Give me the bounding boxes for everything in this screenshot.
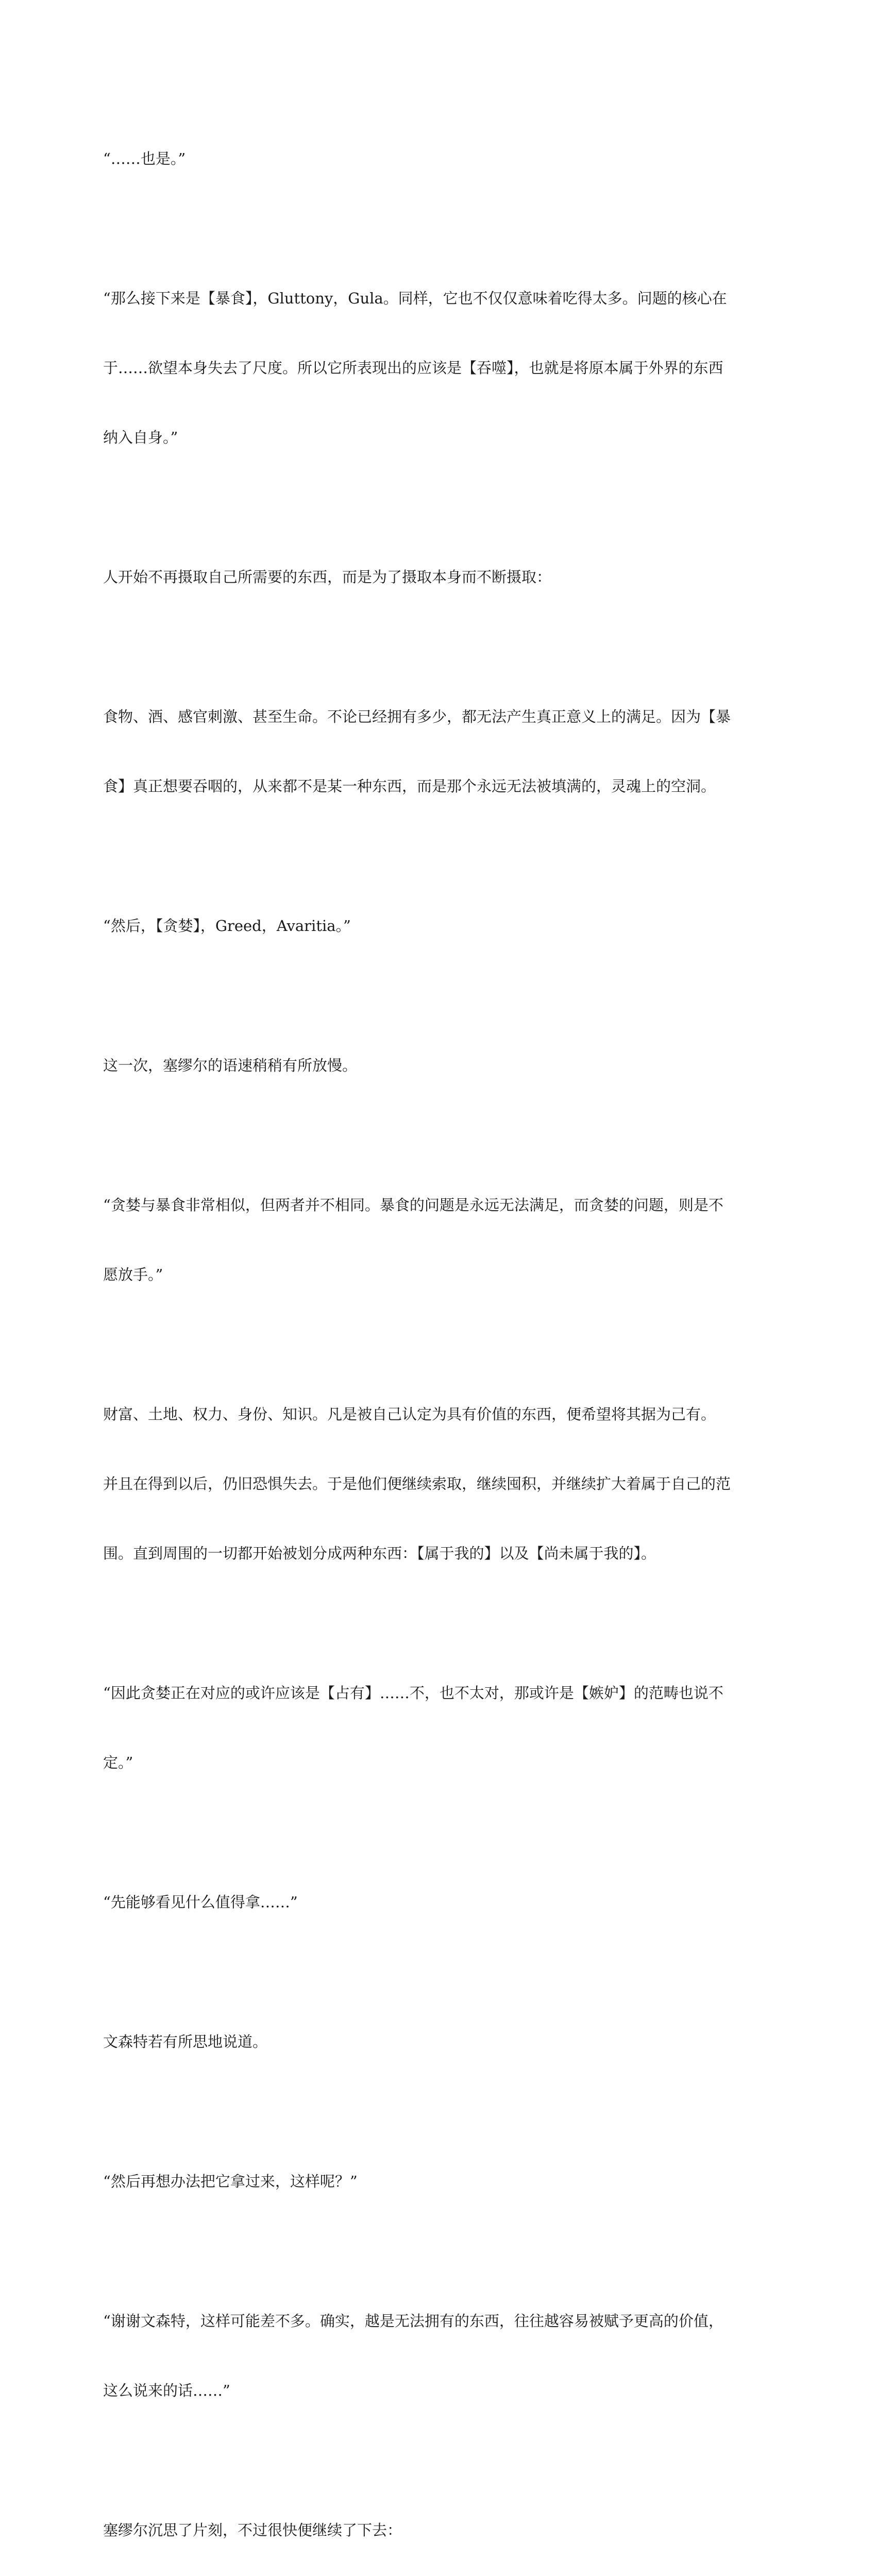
paragraph [103,2263,773,2449]
text-line: 食】真正想要吞咽的，从来都不是某一种东西，而是那个永远无法被填满的，灵魂上的空洞。 [103,777,716,795]
paragraph [103,1357,773,1612]
text-line: 愿放手。” [103,1266,163,1283]
text-line: “……也是。” [103,150,186,167]
text-line: “先能够看见什么值得拿……” [103,1893,298,1911]
text-line: 纳入自身。” [103,429,178,446]
paragraph [103,659,773,844]
paragraph [103,241,773,496]
paragraph [103,1147,773,1333]
paragraph [103,2472,773,2576]
text-line: 塞缪尔沉思了片刻，不过很快便继续了下去： [103,2521,402,2539]
paragraph [103,1008,773,1124]
paragraph [103,1844,773,1960]
text-line: 并且在得到以后，仍旧恐惧失去。于是他们便继续索取，继续囤积，并继续扩大着属于自己的范 [103,1475,731,1493]
text-line: 这么说来的话……” [103,2382,230,2399]
text-line: 财富、土地、权力、身份、知识。凡是被自己认定为具有价值的东西，便希望将其据为己有。 [103,1405,716,1423]
text-line: “贪婪与暴食非常相似，但两者并不相同。暴食的问题是永远无法满足，而贪婪的问题，则是不 [103,1196,723,1214]
text-line: “然后再想办法把它拿过来，这样呢？” [103,2173,358,2190]
paragraph [103,519,773,635]
paragraph [103,868,773,984]
text-line: “那么接下来是【暴食】，Gluttony，Gula。同样，它也不仅仅意味着吃得太多。问题的核心在 [103,290,727,307]
text-line: 食物、酒、感官刺激、甚至生命。不论已经拥有多少，都无法产生真正意义上的满足。因为【暴 [103,708,731,725]
text-line: 围。直到周围的一切都开始被划分成两种东西：【属于我的】以及【尚未属于我的】。 [103,1545,656,1562]
paragraph [103,101,773,217]
text-line: 这一次，塞缪尔的语速稍稍有所放慢。 [103,1057,358,1074]
text-line: “谢谢文森特，这样可能差不多。确实，越是无法拥有的东西，往往越容易被赋予更高的价值， [103,2312,723,2330]
text-line: 文森特若有所思地说道。 [103,2033,268,2050]
text-line: “然后，【贪婪】，Greed，Avaritia。” [103,917,351,935]
paragraph [103,1635,773,1821]
text-line: “因此贪婪正在对应的或许应该是【占有】……不，也不太对，那或许是【嫉妒】的范畴也说不 [103,1684,723,1702]
document-body [103,101,773,2576]
paragraph [103,2124,773,2240]
paragraph [103,1984,773,2100]
text-line: 人开始不再摄取自己所需要的东西，而是为了摄取本身而不断摄取： [103,568,552,586]
text-line: 于……欲望本身失去了尺度。所以它所表现出的应该是【吞噬】，也就是将原本属于外界的东西 [103,359,723,377]
text-line: 定。” [103,1754,133,1771]
